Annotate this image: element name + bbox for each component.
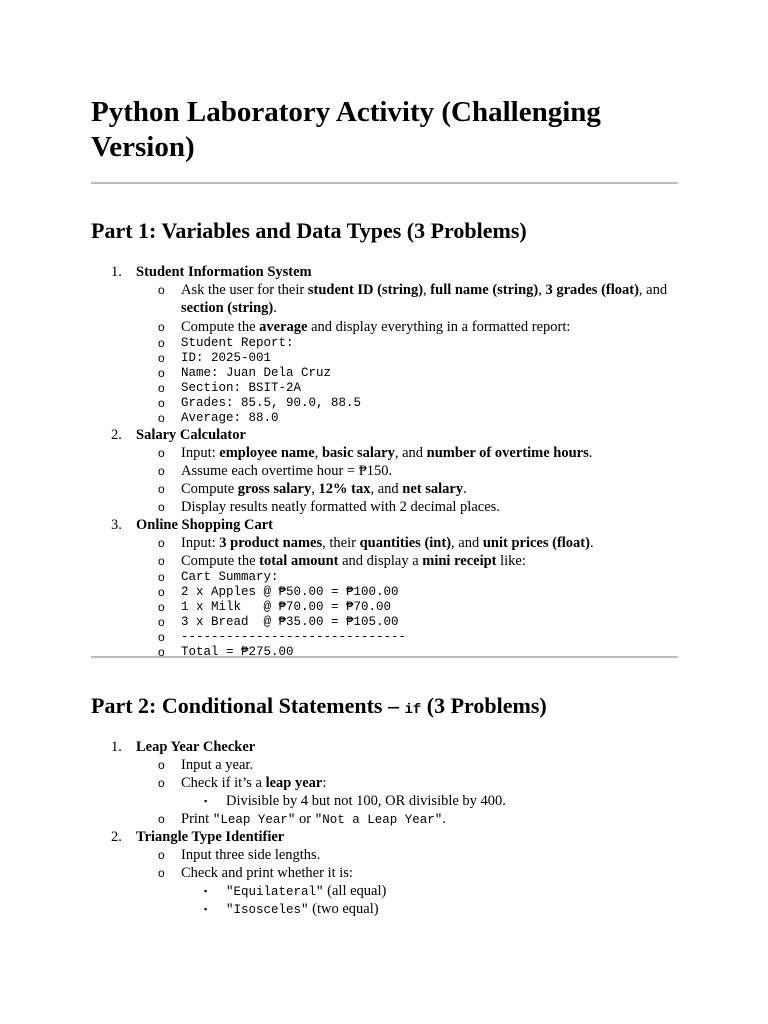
sub-item-text: Input: 3 product names, their quantities (int), and unit prices (float). — [181, 535, 594, 551]
code-line: o Student Report: — [158, 336, 294, 350]
code-line: o Average: 88.0 — [158, 411, 279, 425]
code-line: o 1 x Milk @ ₱70.00 = ₱70.00 — [158, 600, 392, 614]
list-item — [91, 263, 678, 281]
sub-item-text: Ask the user for their student ID (string), full name (string), 3 grades (float), and section (string). — [181, 282, 668, 316]
sub-item — [91, 281, 678, 318]
bullet-marker: o — [158, 812, 165, 826]
divider — [91, 182, 678, 184]
sub-item — [91, 462, 678, 480]
item-number: 2. — [111, 829, 122, 845]
bullet-marker: o — [158, 446, 165, 460]
sub-item — [91, 534, 678, 552]
item-title: Leap Year Checker — [136, 739, 256, 755]
sub-item — [91, 756, 678, 774]
item-title: Triangle Type Identifier — [136, 829, 285, 845]
sub-item-text: Compute the average and display everything in a formatted report: — [181, 319, 571, 335]
square-bullet-marker: ▪ — [204, 796, 208, 806]
code-line: o ID: 2025-001 — [158, 351, 272, 365]
sub-item — [91, 810, 678, 828]
sub-item — [91, 846, 678, 864]
item-number: 2. — [111, 427, 122, 443]
code-line: o Name: Juan Dela Cruz — [158, 366, 332, 380]
sub-item — [91, 444, 678, 462]
item-number: 3. — [111, 517, 122, 533]
list-item — [91, 516, 678, 534]
code-line: o 3 x Bread @ ₱35.00 = ₱105.00 — [158, 615, 399, 629]
part2-list — [91, 738, 678, 918]
sub-sub-item-text: "Isosceles" (two equal) — [226, 901, 379, 917]
sub-item — [91, 318, 678, 336]
sub-item-text: Input three side lengths. — [181, 847, 321, 863]
sub-item-text: Input a year. — [181, 757, 254, 773]
bullet-marker: o — [158, 776, 165, 790]
divider — [91, 656, 678, 658]
bullet-marker: o — [158, 866, 165, 880]
bullet-marker: o — [158, 283, 165, 297]
item-title: Salary Calculator — [136, 427, 246, 443]
sub-item-text: Assume each overtime hour = ₱150. — [181, 463, 393, 479]
sub-item — [91, 774, 678, 792]
sub-item — [91, 480, 678, 498]
sub-item — [91, 498, 678, 516]
list-item — [91, 738, 678, 756]
bullet-marker: o — [158, 848, 165, 862]
sub-item — [91, 552, 678, 570]
list-item — [91, 828, 678, 846]
sub-item-text: Check if it’s a leap year: — [181, 775, 327, 791]
sub-item-text: Compute gross salary, 12% tax, and net salary. — [181, 481, 467, 497]
sub-sub-item-text: "Equilateral" (all equal) — [226, 883, 387, 899]
square-bullet-marker: ▪ — [204, 886, 208, 896]
item-title: Student Information System — [136, 264, 312, 280]
bullet-marker: o — [158, 500, 165, 514]
sub-sub-item — [91, 882, 678, 900]
sub-sub-item-text: Divisible by 4 but not 100, OR divisible by 400. — [226, 793, 506, 809]
code-line: o ------------------------------ — [158, 630, 407, 644]
item-number: 1. — [111, 264, 122, 280]
sub-sub-item — [91, 792, 678, 810]
bullet-marker: o — [158, 464, 165, 478]
sub-item-text: Print "Leap Year" or "Not a Leap Year". — [181, 811, 446, 827]
bullet-marker: o — [158, 554, 165, 568]
sub-item-text: Input: employee name, basic salary, and number of overtime hours. — [181, 445, 593, 461]
code-line: o 2 x Apples @ ₱50.00 = ₱100.00 — [158, 585, 399, 599]
code-line: o Total = ₱275.00 — [158, 645, 294, 659]
sub-item-text: Display results neatly formatted with 2 decimal places. — [181, 499, 500, 515]
bullet-marker: o — [158, 320, 165, 334]
code-line: o Cart Summary: — [158, 570, 279, 584]
document-title: Python Laboratory Activity (Challenging Version) — [91, 96, 601, 163]
square-bullet-marker: ▪ — [204, 904, 208, 914]
bullet-marker: o — [158, 482, 165, 496]
code-line: o Grades: 85.5, 90.0, 88.5 — [158, 396, 362, 410]
sub-sub-item — [91, 900, 678, 918]
bullet-marker: o — [158, 536, 165, 550]
part1-heading: Part 1: Variables and Data Types (3 Problems) — [91, 218, 527, 243]
list-item — [91, 426, 678, 444]
part2-heading: Part 2: Conditional Statements – if (3 Problems) — [91, 693, 547, 718]
part1-list — [91, 263, 678, 660]
bullet-marker: o — [158, 758, 165, 772]
sub-item-text: Compute the total amount and display a mini receipt like: — [181, 553, 526, 569]
sub-item — [91, 864, 678, 882]
item-number: 1. — [111, 739, 122, 755]
sub-item-text: Check and print whether it is: — [181, 865, 353, 881]
item-title: Online Shopping Cart — [136, 517, 273, 533]
code-line: o Section: BSIT-2A — [158, 381, 302, 395]
